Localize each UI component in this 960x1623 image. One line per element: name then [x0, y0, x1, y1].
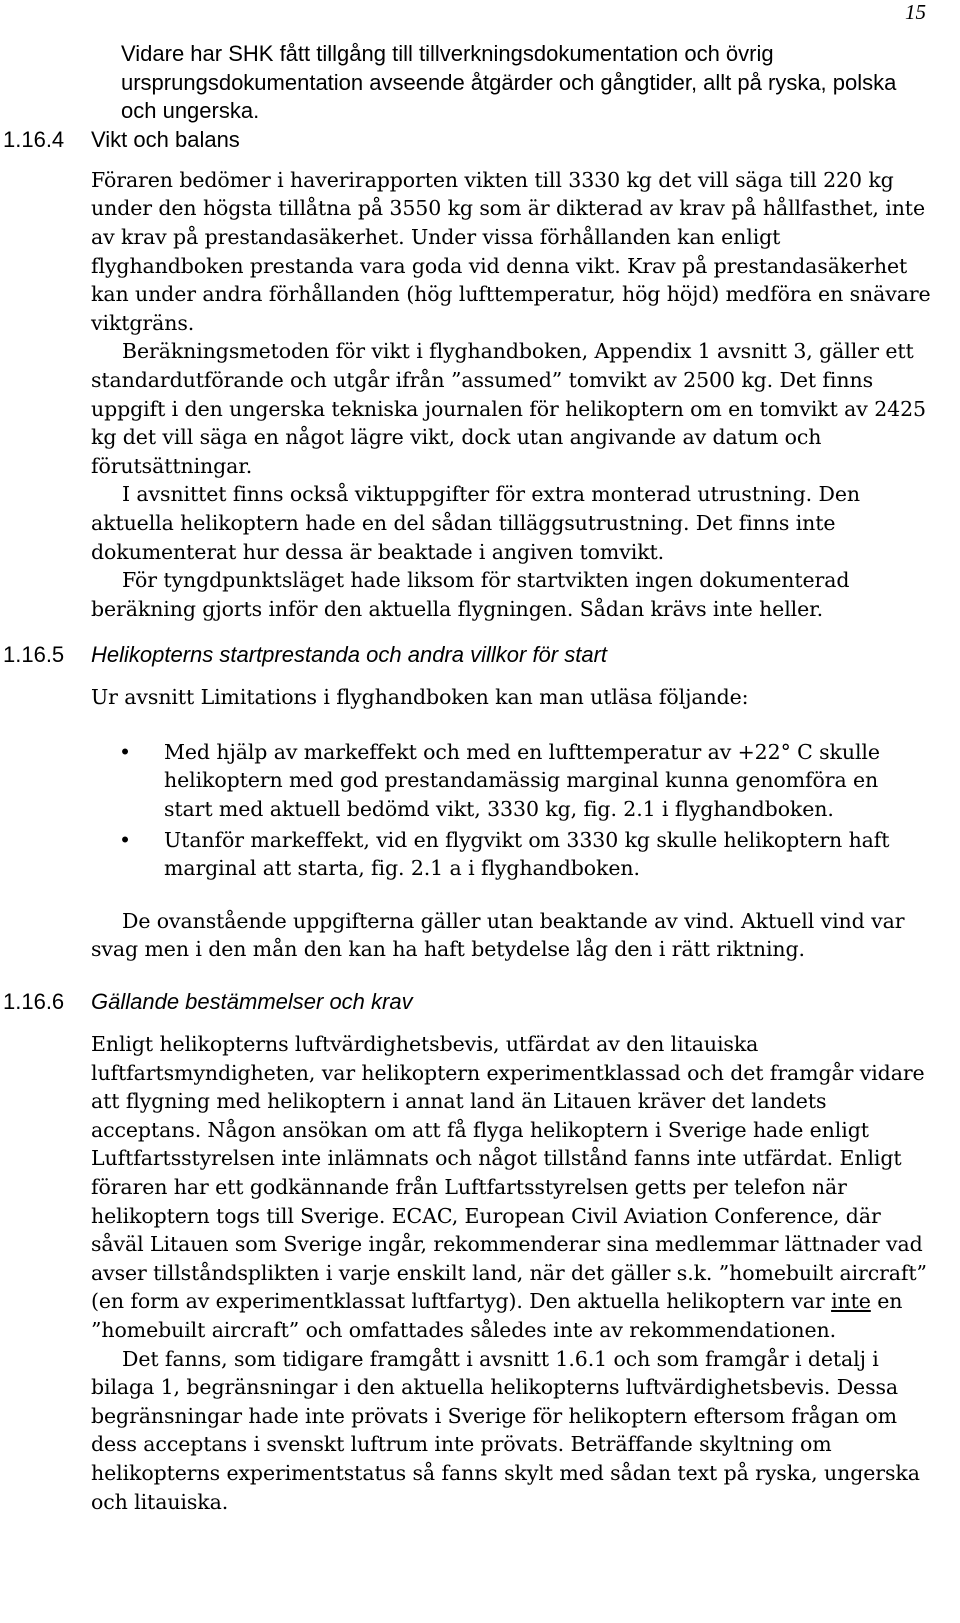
paragraph: Ur avsnitt Limitations i flyghandboken kan man utläsa följande:: [91, 685, 749, 710]
page-number: 15: [905, 0, 926, 24]
section-heading-1-16-6: [0, 988, 960, 1018]
list-item-text: Med hjälp av markeffekt och med en lufttemperatur av +22° C skulle helikoptern med god prestandamässig marginal kunna genomföra en start med aktuell bedömd vikt, 3330 kg, fig. 2.1 i flyghandboken.: [164, 739, 880, 822]
section-number: 1.16.6: [3, 989, 65, 1015]
list-item: [119, 826, 924, 883]
section-title: Vikt och balans: [91, 126, 240, 152]
document-body: [0, 40, 960, 1516]
paragraph: Det fanns, som tidigare framgått i avsnitt 1.6.1 och som framgår i detalj i bilaga 1, begränsningar i den aktuella helikopterns luftvärdighetsbevis. Dessa begränsningar hade inte prövats i Sverige för helikoptern eftersom frågan om dess acceptans i svenskt luftrum inte prövats. Beträffande skyltning om helikopterns experimentstatus så fanns skylt med sådan text på ryska, ungerska och litauiska.: [91, 1346, 920, 1514]
bullet-icon: •: [119, 827, 131, 852]
text-run: en ”homebuilt aircraft” och omfattades således inte av rekommendationen.: [91, 1289, 903, 1342]
list-item: [119, 738, 924, 824]
paragraph: De ovanstående uppgifterna gäller utan beaktande av vind. Aktuell vind var svag men i den mån den kan ha haft betydelse låg den i rätt riktning.: [91, 908, 905, 962]
intro-paragraph: Vidare har SHK fått tillgång till tillverkningsdokumentation och övrig ursprungsdokumentation avseende åtgärder och gångtider, allt på ryska, polska och ungerska.: [121, 41, 897, 124]
paragraph: För tyngdpunktsläget hade liksom för startvikten ingen dokumenterad beräkning gjorts inför den aktuella flygningen. Sådan krävs inte heller.: [91, 568, 850, 621]
text-run: Enligt helikopterns luftvärdighetsbevis, utfärdat av den litauiska luftfartsmyndigheten, var helikoptern experimentklassad och det framgår vidare att flygning med helikoptern i annat land än Litauen kräver det landets acceptans. Någon ansökan om att få flyga helikoptern i Sverige hade enligt Luftfartsstyrelsen inte inlämnats och något tillstånd fanns inte utfärdat. Enligt föraren har ett godkännande från Luftfartsstyrelsen getts per telefon när helikoptern togs till Sverige. ECAC, European Civil Aviation Conference, där såväl Litauen som Sverige ingår, rekommenderar sina medlemmar lättnader vad avser tillståndsplikten i varje enskilt land, när det gäller s.k. ”homebuilt aircraft” (en form av experimentklassat luftfartyg). Den aktuella helikoptern var: [91, 1032, 927, 1314]
section-heading-1-16-5: [0, 641, 960, 671]
list-item-text: Utanför markeffekt, vid en flygvikt om 3330 kg skulle helikoptern haft marginal att starta, fig. 2.1 a i flyghandboken.: [164, 827, 890, 881]
section-title: Gällande bestämmelser och krav: [91, 989, 413, 1015]
section-title: Helikopterns startprestanda och andra villkor för start: [91, 642, 608, 668]
emphasis-underline: inte: [831, 1289, 871, 1314]
section-1-16-5-lead: [91, 683, 931, 712]
section-heading-1-16-4: [0, 126, 960, 156]
paragraph: [91, 1030, 931, 1345]
section-1-16-4-body: [91, 166, 931, 624]
section-number: 1.16.5: [3, 642, 65, 668]
paragraph: Föraren bedömer i haverirapporten vikten till 3330 kg det vill säga till 220 kg under den högsta tillåtna på 3550 kg som är dikterad av krav på hållfasthet, inte av krav på prestandasäkerhet. Under vissa förhållanden kan enligt flyghandboken prestanda vara goda vid denna vikt. Krav på prestandasäkerhet kan under andra förhållanden (hög lufttemperatur, hög höjd) medföra en snävare viktgräns.: [91, 167, 931, 335]
paragraph: I avsnittet finns också viktuppgifter för extra monterad utrustning. Den aktuella helikoptern hade en del sådan tilläggsutrustning. Det finns inte dokumenterat hur dessa är beaktade i angiven tomvikt.: [91, 482, 860, 564]
section-1-16-6-body: [91, 1030, 931, 1516]
limitations-list: [0, 738, 960, 883]
bullet-icon: •: [119, 739, 131, 764]
section-number: 1.16.4: [3, 126, 65, 152]
paragraph: Beräkningsmetoden för vikt i flyghandboken, Appendix 1 avsnitt 3, gäller ett standardutförande och utgår ifrån ”assumed” tomvikt av 2500 kg. Det finns uppgift i den ungerska tekniska journalen för helikoptern om en tomvikt av 2425 kg det vill säga en något lägre vikt, dock utan angivande av datum och förutsättningar.: [91, 339, 926, 478]
section-1-16-5-closing: [91, 907, 931, 964]
